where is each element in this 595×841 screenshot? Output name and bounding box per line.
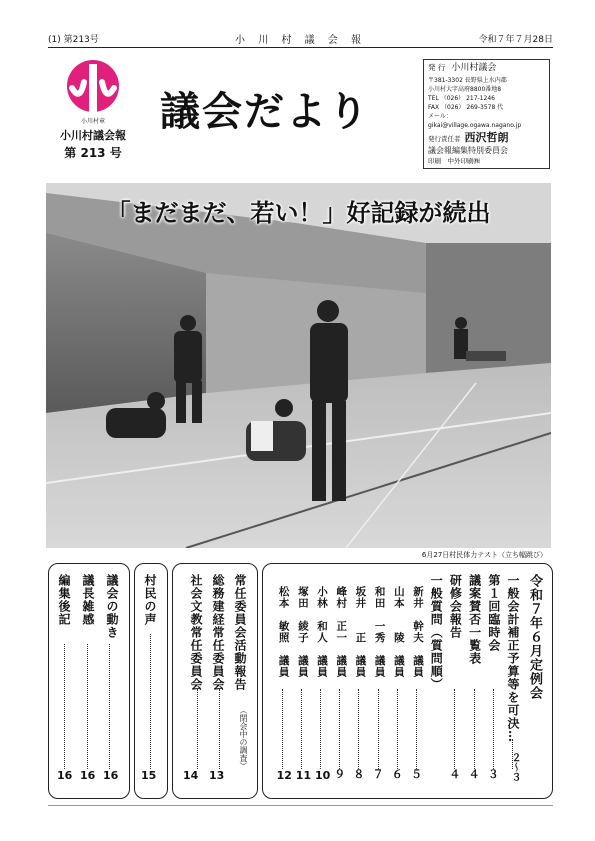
printer-name: 印刷 中外印刷㈱	[428, 157, 480, 165]
village-logo	[60, 58, 126, 178]
toc-page-number: ９	[334, 768, 346, 781]
cover-photo	[46, 183, 551, 548]
toc-page-number: ５	[411, 768, 422, 781]
issue-date: 令和７年７月28日	[478, 35, 553, 45]
toc-item-main: 峰村 正一 議員	[335, 586, 348, 678]
publisher-label: 発 行	[428, 63, 446, 72]
toc-main-box	[262, 563, 553, 799]
page-header	[48, 30, 553, 46]
toc-item-voice: 村民の声	[143, 574, 157, 626]
toc-item-movement: 議会の動き	[105, 574, 119, 639]
page-editorial: 16	[57, 769, 73, 782]
committee-note: （閉会中の調査）	[239, 706, 248, 770]
toc-item-main: 坂井 正 議員	[354, 586, 367, 678]
toc-page-number: 11	[295, 769, 312, 782]
toc-item-main: 研修会報告	[448, 574, 463, 639]
toc-page-number: ４	[449, 768, 461, 781]
masthead-title: 議会だより	[160, 88, 370, 135]
toc-item-main: 小林 和人 議員	[316, 586, 328, 678]
toc-page-number: ７	[372, 768, 384, 781]
toc-page-number: ４	[468, 768, 480, 781]
publisher-fax: FAX （026） 269-3578 代	[428, 104, 504, 111]
toc-item-editorial: 編集後記	[57, 574, 71, 626]
committee-title: 常任委員会活動報告	[233, 574, 247, 691]
page-movement: 16	[103, 769, 119, 782]
gym-photo-illustration	[46, 183, 551, 548]
toc-item-main: 塚田 綾子 議員	[296, 586, 309, 678]
newsletter-name: 小川村議会報	[60, 129, 126, 142]
toc-page-number: 12	[276, 769, 292, 782]
toc-item-chairman: 議長雑感	[81, 574, 95, 626]
toc-page-number: 10	[315, 769, 331, 782]
toc-item-main: 第１回臨時会	[486, 574, 501, 652]
page-committee-2: 14	[183, 769, 199, 782]
page-chairman: 16	[80, 769, 96, 782]
toc-page-number: ３	[487, 768, 499, 781]
logo-caption: 小川村章	[80, 118, 105, 125]
header-title: 小 川 村 議 会 報	[235, 35, 366, 46]
toc-page-number: ２〜３	[509, 752, 520, 782]
toc-item-main: 議案賛否一覧表	[467, 574, 482, 665]
publisher-box	[423, 59, 550, 169]
committee-name: 議会報編集特別委員会	[428, 146, 508, 155]
newsletter-number: 第 213 号	[64, 146, 122, 160]
toc-item-main: 一般質問（質問順）	[429, 574, 444, 691]
toc-main-title: 令和７年６月定例会	[527, 574, 542, 700]
toc-last-box	[48, 563, 130, 799]
footer-rule	[48, 805, 553, 806]
header-rule	[48, 47, 553, 48]
toc-item-main: 山本 陵 議員	[392, 586, 405, 678]
manager-label: 発行責任者	[428, 135, 461, 143]
toc-voice-box	[134, 563, 168, 799]
toc-item-main: 松本 敏照 議員	[277, 586, 290, 678]
publisher-org: 小川村議会	[451, 63, 497, 73]
toc-item-main: 一般会計補正予算等を可決…	[506, 574, 520, 743]
toc-item-main: 和田 一秀 議員	[373, 586, 386, 678]
toc-item-committee-2: 社会文教常任委員会	[189, 574, 203, 691]
village-emblem-icon	[64, 58, 122, 114]
publisher-mail: メール：gikai@village.ogawa.nagano.jp	[428, 113, 522, 129]
toc-page-number: ６	[391, 768, 403, 781]
cover-headline: 「まだまだ、若い！」好記録が続出	[106, 199, 491, 227]
toc-item-main: 新井 幹夫 議員	[412, 586, 424, 678]
publisher-address1: 〒381-3302 長野県上水内郡	[428, 77, 507, 84]
toc-item-committee-1: 総務建経常任委員会	[211, 574, 225, 691]
publisher-tel: TEL （026） 217-1246	[428, 95, 495, 102]
photo-caption: 6月27日村民体力テスト（立ち幅跳び）	[421, 551, 547, 559]
page-voice: 15	[141, 769, 157, 782]
page-committee-1: 13	[209, 769, 225, 782]
manager-name: 西沢哲朗	[464, 131, 509, 144]
issue-number: (1) 第213号	[48, 35, 99, 45]
toc-page-number: ８	[353, 768, 365, 781]
publisher-address2: 小川村大字高府8800番地8	[428, 86, 502, 93]
toc-committee-box	[172, 563, 258, 799]
